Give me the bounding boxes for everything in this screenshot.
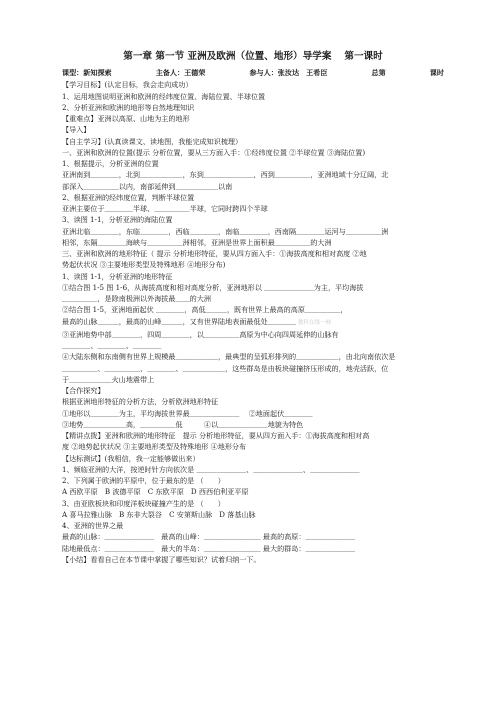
worksheet-line: 4、亚洲的世界之最 [62,521,124,530]
page-title: 第一章 第一节 亚洲及欧洲（位置、地形）导学案 第一课时 [123,51,383,62]
worksheet-line: 1、根据提示，分析亚洲的位置 [62,159,159,168]
watermark-text: 教科在线一网 [296,319,331,326]
worksheet-line: A 喜马拉雅山脉 B 东非大裂谷 C 安第斯山脉 D 落基山脉 [62,509,256,519]
worksheet-line: 亚洲南到＿＿＿＿，北到＿＿＿＿＿＿，东到＿＿＿＿＿＿＿，西到＿＿＿＿＿，亚洲地域十分辽阔，北 [62,170,389,180]
lesson-meta [62,67,444,78]
worksheet-line: 【导入】 [62,125,91,135]
worksheet-line: ①地形以＿＿＿＿为主，平均海拔世界最＿＿＿＿＿＿＿ ②地面起伏＿＿＿＿ [62,408,313,418]
lesson-period: 课时 [429,68,444,77]
worksheet-line: 2、下列属于欧洲的平原中，位于最东的是 （ ） [62,476,225,485]
worksheet-line: 2、分析亚洲和欧洲的地形等自然地理知识 [62,102,195,112]
worksheet-line: 相邻，东隔＿＿＿＿海峡与＿＿＿＿＿洲相邻，亚洲是世界上面积最＿＿＿＿＿的大洲 [62,237,332,247]
worksheet-line: ＿＿＿＿＿、＿＿＿＿＿、＿＿＿＿、＿＿＿＿＿＿，这些群岛是由板块碰撞挤压形成的，地壳活跃，位 [62,363,389,373]
worksheet-line: 【学习目标】(认定目标，我会走向成功） [62,80,193,90]
worksheet-line: 于＿＿＿＿＿＿火山地震带上 [62,374,155,384]
worksheet-line: 【自主学习】(认真读课文、读地图，我能完成知识梳理） [62,136,243,146]
worksheet-line: 度 ②地势起伏状况 ③主要地形类型及特殊地形 ④地形分布 [62,442,247,452]
worksheet-line: 最高的山脉：＿＿＿＿＿＿＿ 最高的山峰：＿＿＿＿＿＿＿＿ 最高的高原：＿＿＿＿＿＿＿ [62,532,356,542]
worksheet-line: 亚洲北临＿＿＿＿，东临＿＿＿＿，西临＿＿＿＿，南临＿＿＿＿，西南隔＿＿＿＿运河与＿＿＿＿＿洲 [62,226,389,236]
worksheet-line: ④大陆东侧和东南侧有世界上规模最＿＿＿＿＿＿，最典型的呈弧形排列的＿＿＿＿＿＿，由北向南依次是 [62,352,396,362]
worksheet-line: 1、读图 1-1，分析亚洲的地形特征 [62,271,173,281]
worksheet-line: ②结合图 1-5，亚洲地面起伏 ＿＿＿＿，高低＿＿＿，既有世界上最高的高原＿＿＿＿＿， [62,305,348,315]
worksheet-line: 【精讲点拨】亚洲和欧洲的地形特征 提示 分析地形特征，要从四方面入手：①海拔高度和相对高 [62,431,370,440]
worksheet-body [62,79,444,565]
worksheet-line: ③亚洲地势中部＿＿＿＿，四周＿＿＿＿，以＿＿＿＿＿高原为中心向四周延伸的山脉有 [62,329,339,339]
worksheet-line: ＿＿＿＿、＿＿＿＿、＿＿＿＿ [62,341,162,350]
worksheet-line: 3、由亚欧板块和印度洋板块碰撞产生的是 （ ） [62,498,225,508]
worksheet-line: ③地势＿＿＿＿＿＿高，＿＿＿＿＿低 ④以＿＿＿＿＿＿＿地貌为特色 [62,419,304,429]
worksheet-line: 3、读图 1-1，分析亚洲的海陆位置 [62,215,173,225]
worksheet-line: 三、亚洲和欧洲的地形特征（ 提示 分析地形特征，要从四方面入手：①海拔高度和相对高度 ②地 [62,249,367,258]
worksheet-line: A 西欧平原 B 波德平原 C 东欧平原 D 西西伯利亚平原 [62,487,249,497]
worksheet-line: ①结合图 1-5 图 1-6，从海拔高度和相对高度分析，亚洲地形以 ＿＿＿＿＿＿＿为主，平均海拔 [62,282,364,292]
lesson-author: 主备人：王德荣 [155,68,206,77]
worksheet-line: 一、亚洲和欧洲的位置(提示 分析位置，要从三方面入手：①经纬度位置 ②半球位置 ③海陆位置) [62,147,366,157]
lesson-type: 课型：新知探索 [62,68,112,77]
lesson-participants: 参与人：张汝达 王希臣 [249,68,328,77]
lesson-total: 总第 [371,68,386,77]
worksheet-line: 1、频临亚洲的大洋，按逆时针方向依次是 ＿＿＿＿＿＿＿、＿＿＿＿＿＿＿、＿＿＿＿＿＿＿ [62,464,360,474]
worksheet-line: 2、根据亚洲的经纬度位置，判断半球位置 [62,192,195,202]
worksheet-line: 【小结】看看自己在本节课中掌握了哪些知识？试着归纳一下。 [62,554,261,564]
worksheet-line: 亚洲主要位于＿＿＿＿半球、＿＿＿＿＿半球，它同时跨四个半球 [62,204,268,213]
worksheet-line: 最高的山脉＿＿＿，最高的山峰＿＿＿，又有世界陆地表面最低处＿＿＿＿ 教科在线一网 [62,316,331,326]
worksheet-line: 【重难点】亚洲以高原、山地为主的地形 [62,114,190,123]
worksheet-line: 【达标测试】(我相信，我一定能够做出来） [62,453,200,463]
worksheet-line: 1、运用地图说明亚洲和欧洲的经纬度位置、海陆位置、半球位置 [62,91,266,101]
worksheet-line: 部深入＿＿＿＿＿以内，南部延伸到＿＿＿＿＿＿以南 [62,181,233,191]
worksheet-line: 【合作探究】 [62,386,105,395]
worksheet-line: 根据亚洲地形特征的分析方法，分析欧洲地形特征 [62,397,219,407]
worksheet-line: 势起伏状况 ③主要地形类型及特殊地形 ④地形分布) [62,260,226,270]
worksheet-line: 陆地最低点：＿＿＿＿＿＿＿ 最大的半岛：＿＿＿＿＿＿＿＿ 最大的群岛：＿＿＿＿＿＿＿ [62,543,356,553]
worksheet-line: ＿＿＿＿＿，是除南极洲以外海拔最＿＿的大洲 [62,294,211,303]
